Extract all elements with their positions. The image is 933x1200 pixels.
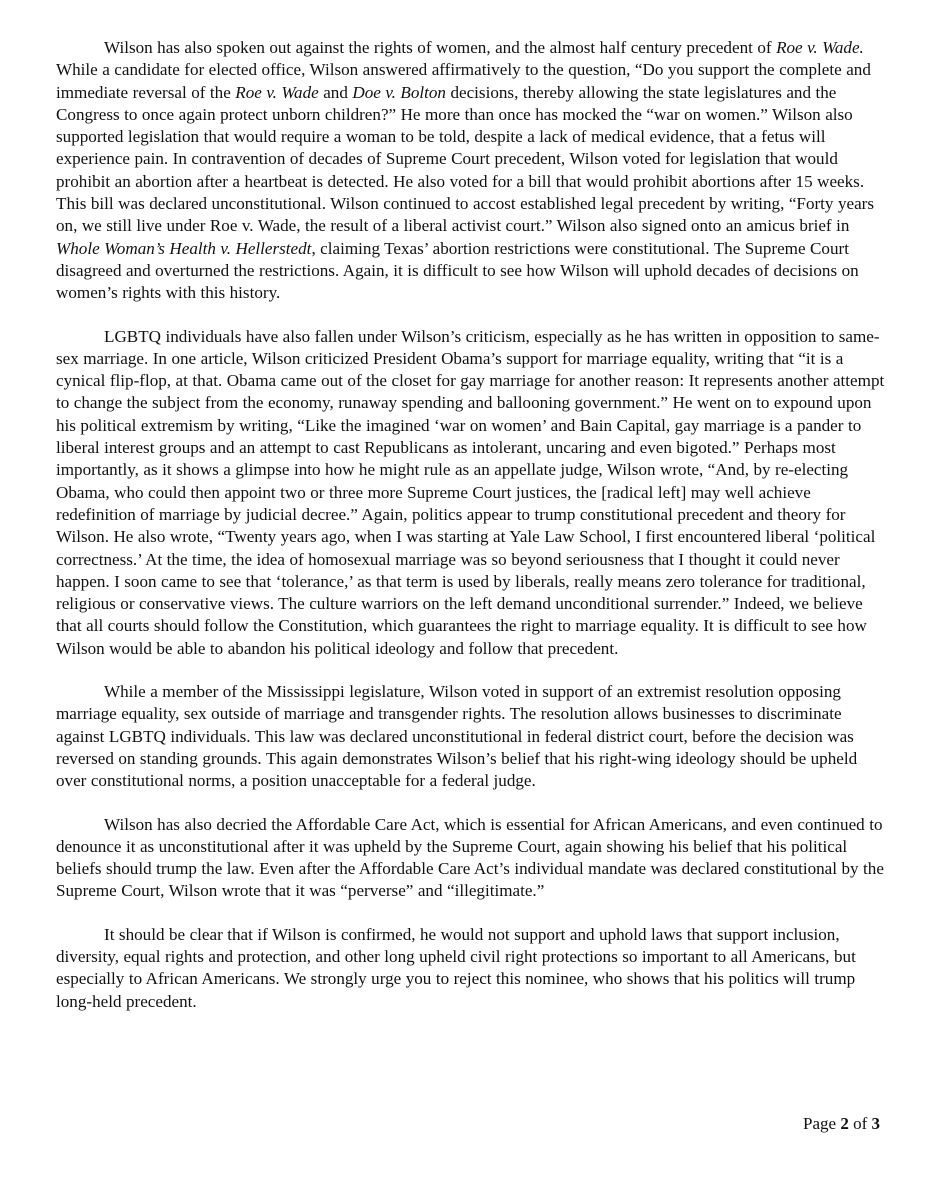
page-label: Page — [803, 1114, 837, 1133]
paragraph-text: Wilson has also spoken out against the rights of women, and the almost half century precedent of — [104, 38, 777, 57]
case-citation: Doe v. Bolton — [352, 82, 446, 102]
paragraph-text: , claiming Texas’ abortion restrictions were constitutional. The Supreme Court disagreed and overturned the restrictions. Again, it is difficult to see how Wilson will uphold decades of decisions on women’s rights with this history. — [56, 238, 859, 303]
paragraph-text: decisions, thereby allowing the state legislatures and the Congress to once again protect unborn children?” He more than once has mocked the “war on women.” Wilson also supported legislation that would require a woman to be told, despite a lack of medical evidence, that a fetus will experience pain. In contravention of decades of Supreme Court precedent, Wilson voted for legislation that would prohibit an abortion after a heartbeat is detected. He also voted for a bill that would prohibit abortions after 15 weeks. This bill was declared unconstitutional. Wilson continued to accost established legal precedent by writing, “Forty years on, we still live under Roe v. Wade, the result of a liberal activist court.” Wilson also signed onto an amicus brief in — [56, 82, 875, 236]
body-paragraph — [56, 681, 886, 792]
page-number-footer — [803, 1114, 880, 1134]
paragraph-text: While a candidate for elected office, Wilson answered affirmatively to the question, “Do you support the complete and immediate reversal of the — [56, 60, 871, 102]
total-page-count: 3 — [871, 1114, 880, 1133]
paragraph-text: and — [318, 82, 353, 102]
paragraph-text: Wilson has also decried the Affordable Care Act, which is essential for African Americans, and even continued to denounce it as unconstitutional after it was upheld by the Supreme Court, again showing his belief that his political beliefs should trump the law. Even after the Affordable Care Act’s individual mandate was declared constitutional by the Supreme Court, Wilson wrote that it was “perverse” and “illegitimate.” — [56, 814, 884, 901]
case-citation: Roe v. Wade. — [776, 38, 864, 57]
paragraph-text: It should be clear that if Wilson is confirmed, he would not support and uphold laws that support inclusion, diversity, equal rights and protection, and other long upheld civil right protections so important to all Americans, but especially to African Americans. We strongly urge you to reject this nominee, who shows that his politics will trump long-held precedent. — [56, 924, 856, 1011]
document-body — [56, 37, 886, 1034]
paragraph-text: LGBTQ individuals have also fallen under Wilson’s criticism, especially as he has written in opposition to same-sex marriage. In one article, Wilson criticized President Obama’s support for marriage equality, writing that “it is a cynical flip-flop, at that. Obama came out of the closet for gay marriage for another reason: It represents another attempt to change the subject from the economy, runaway spending and ballooning government.” He went on to expound upon his political extremism by writing, “Like the imagined ‘war on women’ and Bain Capital, gay marriage is a pander to liberal interest groups and an attempt to cast Republicans as intolerant, uncaring and even bigoted.” Perhaps most importantly, as it shows a glimpse into how he might rule as an appellate judge, Wilson wrote, “And, by re-electing Obama, who could then appoint two or three more Supreme Court justices, the [radical left] may well achieve redefinition of marriage by judicial decree.” Again, politics appear to trump constitutional precedent and theory for Wilson. He also wrote, “Twenty years ago, when I was starting at Yale Law School, I first encountered liberal ‘political correctness.’ At the time, the idea of homosexual marriage was so beyond seriousness that I thought it could never happen. I soon came to see that ‘tolerance,’ as that term is used by liberals, really means zero tolerance for traditional, religious or conservative views. The culture warriors on the left demand unconditional surrender.” Indeed, we believe that all courts should follow the Constitution, which guarantees the right to marriage equality. It is difficult to see how Wilson would be able to abandon his political ideology and follow that precedent. — [56, 326, 885, 658]
case-citation: Whole Woman’s Health v. Hellerstedt — [56, 238, 312, 258]
paragraph-text: While a member of the Mississippi legislature, Wilson voted in support of an extremist resolution opposing marriage equality, sex outside of marriage and transgender rights. The resolution allows businesses to discriminate against LGBTQ individuals. This law was declared unconstitutional in federal district court, before the decision was reversed on standing grounds. This again demonstrates Wilson’s belief that his right-wing ideology should be upheld over constitutional norms, a position unacceptable for a federal judge. — [56, 682, 858, 791]
page-of-label: of — [853, 1114, 868, 1133]
body-paragraph — [56, 924, 886, 1013]
body-paragraph — [56, 326, 886, 660]
body-paragraph — [56, 814, 886, 903]
current-page-number: 2 — [840, 1114, 849, 1133]
body-paragraph — [56, 37, 886, 305]
case-citation: Roe v. Wade — [235, 82, 319, 102]
